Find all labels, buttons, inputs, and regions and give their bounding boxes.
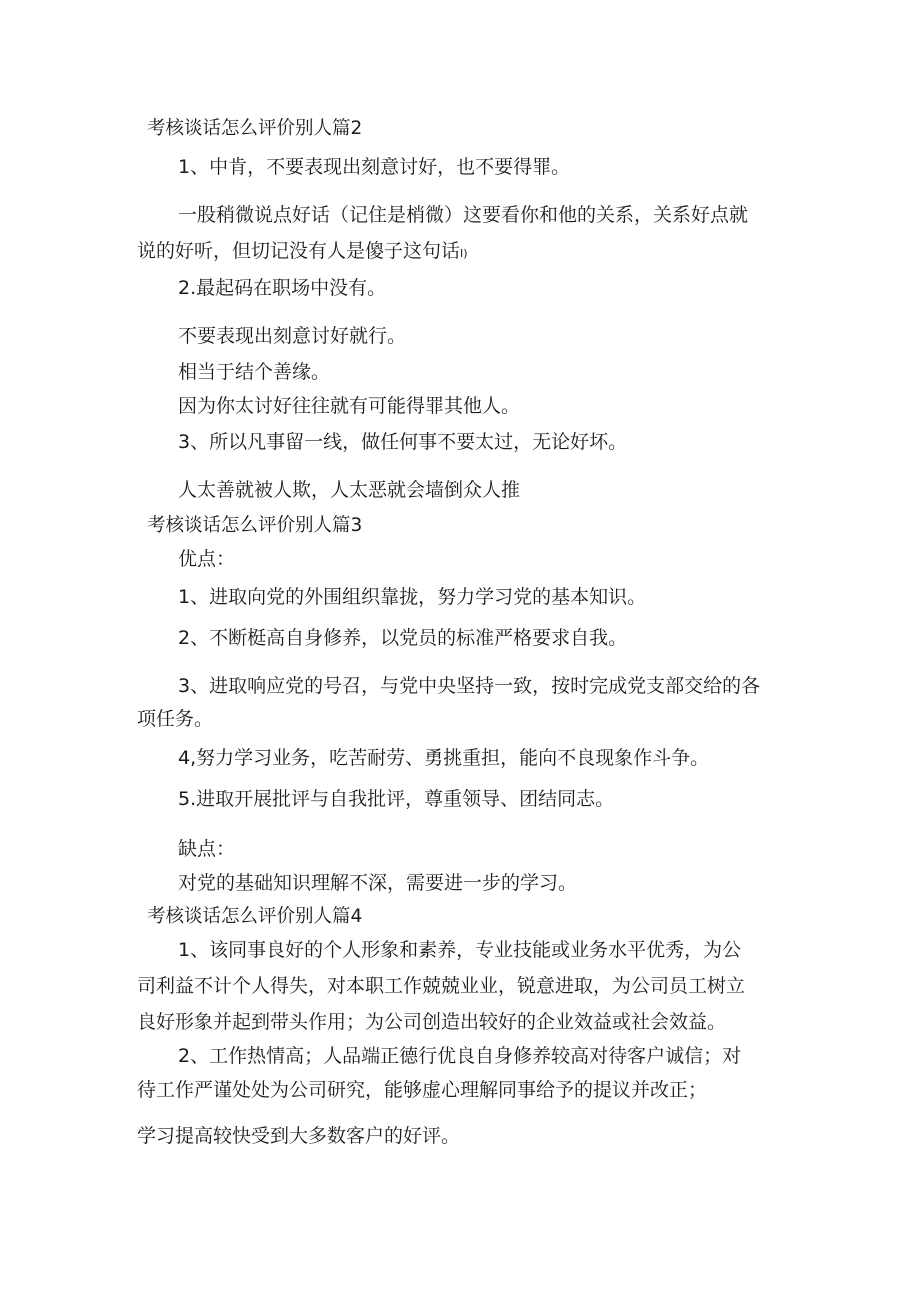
section-heading-2: 考核谈话怎么评价别人篇2: [147, 118, 363, 139]
paragraph-text: 说的好听，但切记没有人是傻子这句话: [137, 240, 461, 262]
paragraph: 因为你太讨好往往就有可能得罪其他人。: [178, 395, 521, 417]
paragraph: 待工作严谨处处为公司研究，能够虚心理解同事给予的提议并改正；: [137, 1079, 708, 1101]
paragraph: 2、工作热情高；人品端正德行优良自身修养较高对待客户诚信；对: [178, 1045, 742, 1067]
paragraph: 司利益不计个人得失，对本职工作兢兢业业，锐意进取，为公司员工树立: [137, 975, 746, 997]
section-heading-4: 考核谈话怎么评价别人篇4: [147, 906, 363, 927]
paragraph: [137, 242, 468, 261]
paragraph: 4,努力学习业务，吃苦耐劳、勇挑重担，能向不良现象作斗争。: [178, 747, 710, 769]
paragraph: 人太善就被人欺，人太恶就会墙倒众人推: [178, 479, 521, 501]
paragraph: 相当于结个善缘。: [178, 361, 331, 383]
paragraph: 项任务。: [137, 708, 214, 730]
paragraph: 一股稍微说点好话（记住是梢微）这要看你和他的关系，关系好点就: [178, 204, 749, 226]
paragraph: 1、进取向党的外围组织靠拢，努力学习党的基本知识。: [178, 586, 647, 608]
paragraph: 良好形象并起到带头作用；为公司创造出较好的企业效益或社会效益。: [137, 1011, 727, 1033]
paragraph: 不要表现出刻意讨好就行。: [178, 325, 407, 347]
paragraph: 1、该同事良好的个人形象和素养，专业技能或业务水平优秀，为公: [178, 939, 742, 961]
paragraph: 缺点：: [178, 838, 236, 860]
paragraph: 2、不断梃高自身修养，以党员的标准严格要求自我。: [178, 627, 628, 649]
section-heading-3: 考核谈话怎么评价别人篇3: [147, 515, 363, 536]
paragraph: 学习提高较快受到大多数客户的好评。: [137, 1125, 461, 1147]
paragraph: 3、进取响应党的号召，与党中央坚持一致，按时完成党支部交给的各: [178, 675, 761, 697]
paragraph: 3、所以凡事留一线，做任何事不要太过，无论好坏。: [178, 431, 628, 453]
footnote-mark: I): [460, 247, 468, 260]
paragraph: 对党的基础知识理解不深，需要进一步的学习。: [178, 872, 578, 894]
paragraph: 5.进取开展批评与自我批评，尊重领导、团结同志。: [178, 788, 615, 810]
paragraph: 1、中肯，不要表现出刻意讨好，也不要得罪。: [178, 156, 571, 178]
paragraph: 优点：: [178, 548, 236, 570]
paragraph: 2.最起码在职场中没有。: [178, 277, 387, 299]
